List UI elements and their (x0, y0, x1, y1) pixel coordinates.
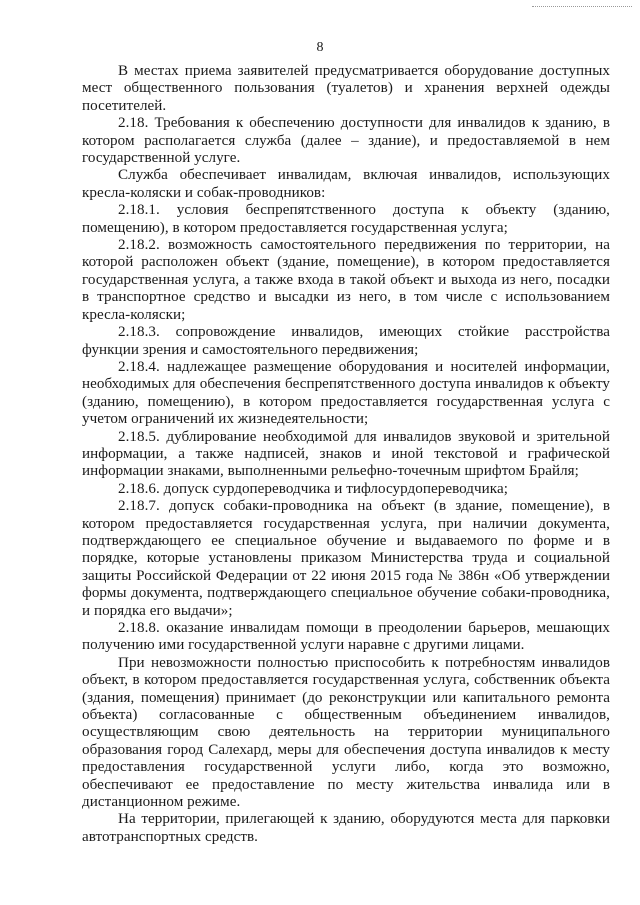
paragraph-parking: На территории, прилегающей к зданию, оборудуются места для парковки автотранспортных средств. (82, 811, 610, 845)
paragraph-adaptation-impossible: При невозможности полностью приспособить к потребностям инвалидов объект, в котором предоставляется государственная услуга, собственник объекта (здания, помещения) принимает (до реконструкции или капитального ремонта объекта) согласованные с общественным объединением инвалидов, осуществляющим свою деятельность на территории муниципального образования город Салехард, меры для обеспечения доступа инвалидов к месту предоставления государственной услуги либо, когда это возможно, обеспечивают ее предоставление по месту жительства инвалида или в дистанционном режиме. (82, 654, 610, 811)
page-number: 8 (316, 40, 324, 55)
paragraph-2-18-1: 2.18.1. условия беспрепятственного доступа к объекту (зданию, помещению), в котором предоставляется государственная услуга; (82, 202, 610, 236)
paragraph-service-provides: Служба обеспечивает инвалидам, включая инвалидов, использующих кресла-коляски и собак-проводников: (82, 167, 610, 201)
paragraph-2-18-6: 2.18.6. допуск сурдопереводчика и тифлосурдопереводчика; (118, 480, 508, 497)
paragraph-2-18-4: 2.18.4. надлежащее размещение оборудования и носителей информации, необходимых для обеспечения беспрепятственного доступа инвалидов к объекту (зданию, помещению), в котором предоставляется государственная услуга с учетом ограничений их жизнедеятельности; (82, 358, 610, 428)
paragraph-visitor-facilities: В местах приема заявителей предусматривается оборудование доступных мест общественного пользования (туалетов) и хранения верхней одежды посетителей. (82, 63, 610, 114)
paragraph-2-18-2: 2.18.2. возможность самостоятельного передвижения по территории, на которой расположен объект (здание, помещение), в котором предоставляется государственная услуга, а также входа в такой объект и выхода из него, посадки в транспортное средство и высадки из него, в том числе с использованием кресла-коляски; (82, 237, 610, 323)
paragraph-2-18-8: 2.18.8. оказание инвалидам помощи в преодолении барьеров, мешающих получению ими государственной услуги наравне с другими лицами. (82, 620, 610, 654)
paragraph-2-18-7: 2.18.7. допуск собаки-проводника на объект (в здание, помещение), в котором предоставляется государственная услуга, при наличии документа, подтверждающего ее специальное обучение и выдаваемого по форме и в порядке, которые установлены приказом Министерства труда и социальной защиты Российской Федерации от 22 июня 2015 года № 386н «Об утверждении формы документа, подтверждающего специальное обучение собаки-проводника, и порядка его выдачи»; (82, 498, 610, 619)
scan-corner-mark (532, 6, 632, 9)
paragraph-2-18-3: 2.18.3. сопровождение инвалидов, имеющих стойкие расстройства функции зрения и самостоятельного передвижения; (82, 324, 610, 358)
paragraph-2-18-5: 2.18.5. дублирование необходимой для инвалидов звуковой и зрительной информации, а также надписей, знаков и иной текстовой и графической информации знаками, выполненными рельефно-точечным шрифтом Брайля; (82, 428, 610, 480)
paragraph-2-18-heading: 2.18. Требования к обеспечению доступности для инвалидов к зданию, в котором располагается служба (далее – здание), и предоставляемой в нем государственной услуге. (82, 115, 610, 167)
document-body (82, 63, 610, 846)
